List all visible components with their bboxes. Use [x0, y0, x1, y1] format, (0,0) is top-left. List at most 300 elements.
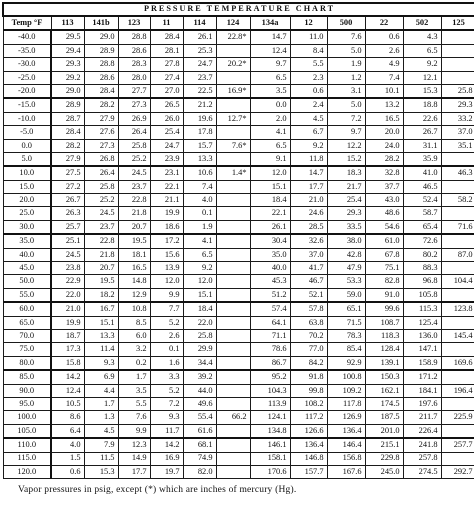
table-row — [3, 384, 474, 397]
pressure-cell: 35.0 — [250, 248, 290, 261]
temperature-cell: 30.0 — [3, 220, 51, 234]
pressure-cell: 156.8 — [327, 452, 365, 465]
column-header-temp: Temp °F — [3, 16, 51, 30]
pressure-cell: 22.1 — [250, 207, 290, 220]
pressure-cell: 6.7 — [290, 126, 327, 139]
pressure-cell: 31.1 — [403, 139, 441, 152]
pressure-cell: 84.2 — [290, 356, 327, 370]
footnote: Vapor pressures in psig, except (*) which are inches of mercury (Hg). — [18, 485, 297, 495]
pressure-cell: 4.0 — [183, 194, 216, 207]
pressure-cell: 146.8 — [290, 452, 327, 465]
pressure-cell: 157.7 — [290, 465, 327, 478]
pressure-cell: 25.7 — [51, 220, 84, 234]
pressure-cell: 211.7 — [403, 411, 441, 424]
pressure-cell: 29.0 — [84, 30, 118, 44]
pressure-cell: 12.4 — [250, 44, 290, 57]
pressure-cell: 78.3 — [327, 329, 365, 342]
pressure-cell: 25.4 — [150, 126, 183, 139]
pressure-cell: 12.9 — [118, 288, 150, 302]
pressure-cell: 5.5 — [118, 397, 150, 410]
pressure-cell: 126.6 — [290, 424, 327, 438]
pressure-cell: 104.3 — [250, 384, 290, 397]
pressure-cell: 28.8 — [84, 58, 118, 71]
pressure-cell: 25.8 — [118, 139, 150, 152]
pressure-cell: 158.9 — [403, 356, 441, 370]
pressure-cell: 9.1 — [250, 152, 290, 166]
pressure-cell — [441, 370, 474, 384]
pressure-cell: 99.8 — [290, 384, 327, 397]
pressure-cell: 13.9 — [150, 262, 183, 275]
pressure-cell: 28.4 — [150, 30, 183, 44]
pressure-cell — [441, 58, 474, 71]
temperature-cell: 75.0 — [3, 343, 51, 356]
temperature-cell: 60.0 — [3, 302, 51, 316]
pressure-cell: 1.3 — [84, 411, 118, 424]
pressure-cell: 27.8 — [150, 58, 183, 71]
temperature-cell: -20.0 — [3, 84, 51, 98]
pressure-cell: 37.0 — [290, 248, 327, 261]
pressure-cell: 26.1 — [250, 220, 290, 234]
table-body — [3, 30, 474, 478]
pressure-cell: 20.2* — [216, 58, 250, 71]
pressure-cell: 117.8 — [327, 397, 365, 410]
pressure-cell: 9.3 — [84, 356, 118, 370]
pressure-cell: 42.8 — [327, 248, 365, 261]
pressure-cell: 225.9 — [441, 411, 474, 424]
pressure-cell: 19.7 — [150, 465, 183, 478]
pressure-cell: 21.0 — [51, 302, 84, 316]
pressure-cell: 71.5 — [327, 316, 365, 329]
pressure-cell: 26.7 — [51, 194, 84, 207]
pressure-cell: 26.5 — [150, 98, 183, 112]
pressure-cell: 128.4 — [365, 343, 403, 356]
pressure-cell: 43.0 — [365, 194, 403, 207]
pressure-cell: 7.6 — [118, 411, 150, 424]
pressure-cell — [216, 316, 250, 329]
pressure-cell: 28.1 — [150, 44, 183, 57]
table-row — [3, 411, 474, 424]
pressure-cell: 25.8 — [441, 84, 474, 98]
pressure-cell: 28.4 — [51, 126, 84, 139]
column-header-refrigerant: 113 — [51, 16, 84, 30]
pressure-cell: 12.0 — [183, 275, 216, 288]
pressure-cell: 82.8 — [365, 275, 403, 288]
pressure-cell: 104.4 — [441, 275, 474, 288]
pressure-cell: 4.0 — [51, 438, 84, 452]
pressure-cell: 30.4 — [250, 234, 290, 248]
temperature-cell: 85.0 — [3, 370, 51, 384]
column-header-refrigerant: 125 — [441, 16, 474, 30]
pressure-cell: 80.2 — [403, 248, 441, 261]
pressure-cell: 9.2 — [183, 262, 216, 275]
temperature-cell: 95.0 — [3, 397, 51, 410]
pressure-cell: 2.0 — [250, 112, 290, 125]
pressure-cell — [441, 180, 474, 193]
pressure-cell: 21.8 — [118, 207, 150, 220]
pressure-temperature-table — [2, 2, 474, 479]
pressure-cell: 12.7* — [216, 112, 250, 125]
pressure-cell: 23.7 — [118, 180, 150, 193]
pressure-cell: 28.6 — [84, 71, 118, 84]
pressure-cell: 12.0 — [250, 166, 290, 180]
pressure-cell: 1.5 — [51, 452, 84, 465]
pressure-cell: 23.7 — [183, 71, 216, 84]
pressure-cell — [441, 424, 474, 438]
column-header-refrigerant: 114 — [183, 16, 216, 30]
temperature-cell: 25.0 — [3, 207, 51, 220]
pressure-cell: 3.5 — [118, 384, 150, 397]
pressure-cell: 27.7 — [118, 84, 150, 98]
pressure-cell: 6.5 — [183, 248, 216, 261]
pressure-cell: 0.6 — [51, 465, 84, 478]
pressure-cell: 5.0 — [327, 44, 365, 57]
pressure-cell: 4.9 — [365, 58, 403, 71]
pressure-cell: 139.1 — [365, 356, 403, 370]
column-header-refrigerant: 141b — [84, 16, 118, 30]
pressure-cell: 14.8 — [118, 275, 150, 288]
pressure-cell — [216, 452, 250, 465]
pressure-cell: 11.8 — [290, 152, 327, 166]
pressure-cell: 15.3 — [84, 465, 118, 478]
pressure-cell — [216, 180, 250, 193]
pressure-cell: 9.9 — [150, 288, 183, 302]
pressure-cell: 257.7 — [441, 438, 474, 452]
temperature-cell: 45.0 — [3, 262, 51, 275]
pressure-cell: 184.1 — [403, 384, 441, 397]
pressure-cell: 19.6 — [183, 112, 216, 125]
pressure-cell: 15.7 — [183, 139, 216, 152]
pressure-cell: 6.4 — [51, 424, 84, 438]
header-row — [3, 16, 474, 30]
pressure-cell: 7.6* — [216, 139, 250, 152]
pressure-cell: 23.7 — [84, 220, 118, 234]
pressure-cell: 13.3 — [84, 329, 118, 342]
pressure-cell: 85.4 — [327, 343, 365, 356]
pressure-cell: 18.6 — [150, 220, 183, 234]
pressure-cell: 26.4 — [84, 166, 118, 180]
pressure-cell: 28.9 — [84, 44, 118, 57]
pressure-cell: 28.3 — [118, 58, 150, 71]
pressure-cell: 28.2 — [365, 152, 403, 166]
table-row — [3, 329, 474, 342]
pressure-cell: 28.6 — [118, 44, 150, 57]
pressure-cell: 52.1 — [290, 288, 327, 302]
pressure-cell: 136.4 — [327, 424, 365, 438]
pressure-cell: 10.6 — [183, 166, 216, 180]
pressure-cell: 1.9 — [183, 220, 216, 234]
pressure-cell: 70.2 — [290, 329, 327, 342]
pressure-cell: 35.9 — [403, 152, 441, 166]
pressure-cell: 4.5 — [84, 424, 118, 438]
temperature-cell: 110.0 — [3, 438, 51, 452]
pressure-cell — [441, 262, 474, 275]
pressure-cell: 145.4 — [441, 329, 474, 342]
pressure-cell: 51.2 — [250, 288, 290, 302]
pressure-cell: 187.5 — [365, 411, 403, 424]
pressure-cell: 66.2 — [216, 411, 250, 424]
pressure-cell: 57.8 — [290, 302, 327, 316]
pressure-cell: 1.6 — [150, 356, 183, 370]
pressure-cell: 18.8 — [403, 98, 441, 112]
pressure-cell: 15.3 — [403, 84, 441, 98]
pressure-cell: 65.4 — [403, 220, 441, 234]
pressure-cell — [216, 207, 250, 220]
temperature-cell: 70.0 — [3, 329, 51, 342]
pressure-cell: 15.2 — [327, 152, 365, 166]
pressure-cell — [441, 207, 474, 220]
table-row — [3, 139, 474, 152]
column-header-refrigerant: 12 — [290, 16, 327, 30]
pressure-cell: 9.9 — [118, 424, 150, 438]
pressure-cell: 46.5 — [403, 180, 441, 193]
column-header-refrigerant: 502 — [403, 16, 441, 30]
temperature-cell: 0.0 — [3, 139, 51, 152]
pressure-cell: 100.8 — [327, 370, 365, 384]
pressure-cell: 12.3 — [118, 438, 150, 452]
pressure-cell: 169.6 — [441, 356, 474, 370]
table-row — [3, 302, 474, 316]
pressure-cell: 44.0 — [183, 384, 216, 397]
pressure-cell — [216, 356, 250, 370]
pressure-cell: 26.8 — [84, 152, 118, 166]
pressure-cell: 27.3 — [84, 139, 118, 152]
pressure-cell: 72.6 — [403, 234, 441, 248]
pressure-cell — [441, 343, 474, 356]
pressure-cell — [216, 194, 250, 207]
pressure-cell: 68.1 — [183, 438, 216, 452]
table-row — [3, 397, 474, 410]
pressure-cell: 82.0 — [183, 465, 216, 478]
pressure-cell: 41.7 — [290, 262, 327, 275]
pressure-cell: 15.6 — [150, 248, 183, 261]
pressure-cell: 4.5 — [290, 112, 327, 125]
table-row — [3, 166, 474, 180]
pressure-cell: 11.0 — [290, 30, 327, 44]
pressure-cell: 65.1 — [327, 302, 365, 316]
pressure-cell: 0.1 — [183, 207, 216, 220]
pressure-cell: 6.5 — [250, 71, 290, 84]
pressure-cell: 29.4 — [51, 44, 84, 57]
pressure-cell — [441, 234, 474, 248]
pressure-cell: 46.7 — [290, 275, 327, 288]
table-row — [3, 452, 474, 465]
table-row — [3, 44, 474, 57]
temperature-cell: 80.0 — [3, 356, 51, 370]
pressure-cell: 1.7 — [118, 370, 150, 384]
pressure-cell: 215.1 — [365, 438, 403, 452]
pressure-cell: 15.1 — [250, 180, 290, 193]
table-row — [3, 71, 474, 84]
pressure-cell: 2.6 — [365, 44, 403, 57]
column-header-refrigerant: 124 — [216, 16, 250, 30]
pressure-cell: 88.3 — [403, 262, 441, 275]
pressure-cell: 22.0 — [51, 288, 84, 302]
pressure-cell: 105.8 — [403, 288, 441, 302]
pressure-cell: 8.6 — [51, 411, 84, 424]
pressure-cell: 11.4 — [84, 343, 118, 356]
pressure-cell: 20.7 — [84, 262, 118, 275]
pressure-cell: 17.8 — [183, 126, 216, 139]
temperature-cell: -30.0 — [3, 58, 51, 71]
table-row — [3, 465, 474, 478]
pressure-cell: 55.4 — [183, 411, 216, 424]
pressure-cell: 24.5 — [51, 248, 84, 261]
pressure-cell: 0.6 — [290, 84, 327, 98]
pressure-cell: 7.6 — [327, 30, 365, 44]
temperature-cell: 100.0 — [3, 411, 51, 424]
table-row — [3, 370, 474, 384]
pressure-cell: 34.4 — [183, 356, 216, 370]
pressure-cell — [216, 220, 250, 234]
pressure-cell — [216, 343, 250, 356]
pressure-cell: 27.5 — [51, 166, 84, 180]
table-row — [3, 84, 474, 98]
pressure-cell: 28.7 — [51, 112, 84, 125]
pressure-cell: 8.4 — [290, 44, 327, 57]
pressure-cell: 113.9 — [250, 397, 290, 410]
pressure-cell — [216, 329, 250, 342]
pressure-cell: 14.2 — [150, 438, 183, 452]
pressure-cell: 21.1 — [150, 194, 183, 207]
pressure-cell — [216, 71, 250, 84]
pressure-cell: 12.4 — [51, 384, 84, 397]
pressure-cell: 18.4 — [250, 194, 290, 207]
pressure-cell: 6.0 — [118, 329, 150, 342]
pressure-cell: 45.3 — [250, 275, 290, 288]
pressure-cell: 1.4* — [216, 166, 250, 180]
pressure-cell: 27.6 — [84, 126, 118, 139]
pressure-cell: 27.3 — [118, 98, 150, 112]
pressure-cell: 257.8 — [403, 452, 441, 465]
pressure-cell: 9.2 — [403, 58, 441, 71]
pressure-cell: 226.4 — [403, 424, 441, 438]
pressure-cell: 28.2 — [84, 98, 118, 112]
pressure-cell: 201.0 — [365, 424, 403, 438]
pressure-cell — [216, 262, 250, 275]
pressure-cell: 61.0 — [365, 234, 403, 248]
pressure-cell: 26.7 — [403, 126, 441, 139]
pressure-cell: 147.1 — [403, 343, 441, 356]
pressure-cell: 26.4 — [118, 126, 150, 139]
temperature-cell: 115.0 — [3, 452, 51, 465]
pressure-cell: 33.2 — [441, 112, 474, 125]
pressure-cell: 37.7 — [365, 180, 403, 193]
pressure-cell: 12.0 — [150, 275, 183, 288]
pressure-cell — [216, 98, 250, 112]
pressure-cell: 125.4 — [403, 316, 441, 329]
pressure-cell: 229.8 — [365, 452, 403, 465]
table-row — [3, 194, 474, 207]
table-row — [3, 248, 474, 261]
column-header-refrigerant: 22 — [365, 16, 403, 30]
pressure-cell: 41.0 — [403, 166, 441, 180]
pressure-cell: 5.2 — [150, 384, 183, 397]
pressure-cell: 17.3 — [51, 343, 84, 356]
pressure-cell: 7.2 — [150, 397, 183, 410]
pressure-cell: 74.9 — [183, 452, 216, 465]
pressure-cell: 13.2 — [365, 98, 403, 112]
pressure-cell: 67.8 — [365, 248, 403, 261]
pressure-cell: 9.7 — [250, 58, 290, 71]
pressure-cell: 124.1 — [250, 411, 290, 424]
pressure-cell: 24.6 — [290, 207, 327, 220]
pressure-cell: 96.8 — [403, 275, 441, 288]
pressure-cell: 92.9 — [327, 356, 365, 370]
pressure-cell — [216, 465, 250, 478]
pressure-cell: 115.3 — [403, 302, 441, 316]
pressure-cell: 29.5 — [51, 30, 84, 44]
pressure-cell — [216, 248, 250, 261]
pressure-cell: 174.5 — [365, 397, 403, 410]
pressure-cell: 86.7 — [250, 356, 290, 370]
pressure-cell: 61.6 — [183, 424, 216, 438]
column-header-refrigerant: 500 — [327, 16, 365, 30]
pressure-cell — [441, 288, 474, 302]
pressure-cell: 8.5 — [118, 316, 150, 329]
pressure-cell: 28.8 — [118, 30, 150, 44]
pressure-cell — [441, 71, 474, 84]
pressure-cell: 0.6 — [365, 30, 403, 44]
pressure-cell: 27.9 — [51, 152, 84, 166]
column-header-refrigerant: 134a — [250, 16, 290, 30]
pressure-cell — [216, 397, 250, 410]
pressure-cell: 10.1 — [365, 84, 403, 98]
table-row — [3, 180, 474, 193]
pressure-cell: 28.9 — [51, 98, 84, 112]
pressure-cell: 10.8 — [118, 302, 150, 316]
pressure-cell: 29.3 — [327, 207, 365, 220]
pressure-cell — [216, 234, 250, 248]
pressure-cell: 4.3 — [403, 30, 441, 44]
temperature-cell: 40.0 — [3, 248, 51, 261]
pressure-cell: 170.6 — [250, 465, 290, 478]
pressure-cell: 22.8 — [118, 194, 150, 207]
pressure-cell: 22.8* — [216, 30, 250, 44]
table-row — [3, 58, 474, 71]
pressure-cell: 2.3 — [290, 71, 327, 84]
pressure-cell: 24.5 — [84, 207, 118, 220]
pressure-cell: 12.2 — [327, 139, 365, 152]
pressure-cell: 26.3 — [51, 207, 84, 220]
pressure-cell: 3.2 — [118, 343, 150, 356]
pressure-cell: 26.0 — [150, 112, 183, 125]
pressure-cell: 146.1 — [250, 438, 290, 452]
pressure-cell: 64.1 — [250, 316, 290, 329]
temperature-cell: -25.0 — [3, 71, 51, 84]
pressure-cell: 171.2 — [403, 370, 441, 384]
pressure-cell: 167.6 — [327, 465, 365, 478]
pressure-cell: 29.9 — [183, 343, 216, 356]
pressure-cell: 25.1 — [51, 234, 84, 248]
pressure-cell: 0.2 — [118, 356, 150, 370]
pressure-cell — [441, 452, 474, 465]
pressure-cell: 9.3 — [150, 411, 183, 424]
pressure-cell: 196.4 — [441, 384, 474, 397]
temperature-cell: 90.0 — [3, 384, 51, 397]
pressure-cell: 24.5 — [118, 166, 150, 180]
pressure-cell: 15.8 — [51, 356, 84, 370]
pressure-cell: 23.8 — [51, 262, 84, 275]
pressure-cell: 27.0 — [150, 84, 183, 98]
pressure-cell: 63.8 — [290, 316, 327, 329]
pressure-cell: 0.0 — [250, 98, 290, 112]
pressure-cell: 14.2 — [51, 370, 84, 384]
pressure-cell: 197.6 — [403, 397, 441, 410]
pressure-cell: 14.7 — [250, 30, 290, 44]
temperature-cell: 5.0 — [3, 152, 51, 166]
pressure-cell: 22.6 — [403, 112, 441, 125]
pressure-cell: 136.4 — [290, 438, 327, 452]
